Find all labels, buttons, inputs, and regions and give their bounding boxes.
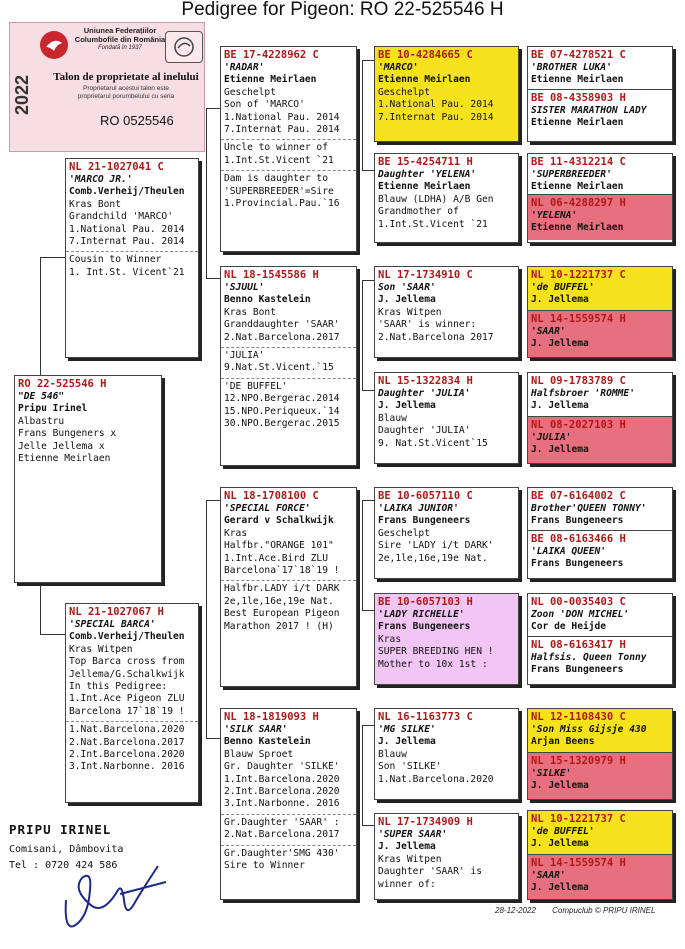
footer-date: 28-12-2022 [495, 906, 536, 915]
pigeon-name: 'SPECIAL BARCA' [69, 619, 156, 630]
connector-line [206, 278, 220, 279]
connector-line [40, 634, 65, 635]
connector-line [206, 500, 220, 501]
breeder: Etienne Meirlaen [224, 74, 317, 86]
page-title: Pedigree for Pigeon: RO 22-525546 H [181, 0, 504, 20]
connector-line [362, 725, 363, 825]
ticket-serial: RO 0525546 [100, 113, 174, 128]
grandsire-paternal-card: BE 17-4228962 C 'RADAR' Etienne Meirlaen Geschelpt Son of 'MARCO' 1.National Pau. 2014 7.Internat Pau. 2014 Uncle to winner of 1.Int.St.Vicent `21 Dam is daughter to 'SUPERBREEDER'=Sire 1.Provincial.Pau.`16 [220, 46, 357, 252]
connector-line [362, 280, 363, 390]
breeder: Benno Kastelein [224, 736, 311, 748]
signature-icon [62, 860, 182, 939]
grandsire-maternal-card: NL 18-1708100 C 'SPECIAL FORCE' Gerard v Schalkwijk Kras Halfbr."ORANGE 101" 1.Int.Ace.Bird ZLU Barcelona`17`18`19 ! Halfbr.LADY i/t DARK 2e,1le,16e,19e Nat. Best European Pigeon Marathon 2017 ! (H) [220, 487, 357, 687]
connector-line [206, 108, 220, 109]
footer-software: Compuclub © PRIPU IRINEL [552, 906, 656, 915]
pigeon-crest-logo-icon [165, 31, 203, 63]
great-grandparent-card: NL 16-1163773 C 'MG SILKE' J. Jellema Blauw Son 'SILKE' 1.Nat.Barcelona.2020 [374, 708, 519, 800]
ring-ownership-ticket [9, 22, 205, 152]
pigeon-name: 'SJUUL' [224, 282, 265, 293]
gggp-pair-card: NL 10-1221737 C 'de BUFFEL' J. Jellema NL 14-1559574 H 'SAAR' J. Jellema [527, 810, 673, 900]
breeder: Gerard v Schalkwijk [224, 515, 334, 527]
sire-card: NL 21-1027041 C 'MARCO JR.' Comb.Verheij/Theulen Kras Bont Grandchild 'MARCO' 1.National Pau. 2014 7.Internat Pau. 2014 Cousin to Winner 1. Int.St. Vicent`21 [65, 158, 199, 358]
granddam-paternal-card: NL 18-1545586 H 'SJUUL' Benno Kastelein Kras Bont Granddaughter 'SAAR' 2.Nat.Barcelona.2017 'JULIA' 9.Nat.St.Vicent.`15 'DE BUFFEL' 12.NPO.Bergerac.2014 15.NPO.Periqueux.`14 30.NPO.Bergerac.2015 [220, 266, 357, 466]
owner-phone: Tel : 0720 424 586 [9, 860, 118, 871]
owner-address: Comisani, Dâmbovita [9, 844, 124, 855]
connector-line [206, 738, 220, 739]
dam-card: NL 21-1027067 H 'SPECIAL BARCA' Comb.Verheij/Theulen Kras Witpen Top Barca cross from Jellema/G.Schalkwijk In this Pedigree: 1.Int.Ace Pigeon ZLU Barcelona 17`18`19 ! 1.Nat.Barcelona.2020 2.Nat.Barcelona.2017 2.Int.Barcelona.2020 3.Int.Narbonne. 2016 [65, 603, 199, 803]
ring-number: NL 18-1708100 C [224, 490, 319, 502]
breeder: Pripu Irinel [18, 403, 88, 415]
ticket-org: Uniunea Federațiilor Columbofile din România Fondată în 1937 [74, 26, 166, 51]
great-grandparent-card: BE 10-6057103 H 'LADY RICHELLE' Frans Bungeneers Kras SUPER BREEDING HEN ! Mother to 10x 1st : [374, 593, 519, 685]
pigeon-name: 'SPECIAL FORCE' [224, 503, 311, 514]
great-grandparent-card: NL 17-1734910 C Son 'SAAR' J. Jellema Kras Witpen 'SAAR' is winner: 2.Nat.Barcelona 2017 [374, 266, 519, 358]
ticket-heading: Talon de proprietate al inelului [53, 71, 199, 83]
breeder: Comb.Verheij/Theulen [69, 186, 185, 198]
federation-dove-logo-icon [40, 31, 68, 59]
connector-line [362, 60, 374, 61]
pigeon-name: 'MARCO JR.' [69, 174, 133, 185]
connector-line [206, 108, 207, 278]
breeder: Comb.Verheij/Theulen [69, 631, 185, 643]
ring-number: RO 22-525546 H [18, 378, 107, 390]
ring-number: NL 21-1027067 H [69, 606, 164, 618]
gggp-pair-card: BE 11-4312214 C 'SUPERBREEDER' Etienne Meirlaen NL 06-4288297 H 'YELENA' Etienne Meirlaen [527, 153, 673, 243]
great-grandparent-card: NL 15-1322834 H Daughter 'JULIA' J. Jellema Blauw Daughter 'JULIA' 9. Nat.St.Vicent`15 [374, 372, 519, 464]
ring-number: NL 18-1545586 H [224, 269, 319, 281]
subject-pigeon-card: RO 22-525546 H "DE 546" Pripu Irinel Albastru Frans Bungeners x Jelle Jellema x Etienne Meirlaen [14, 375, 162, 583]
great-grandparent-card: BE 10-4284665 C 'MARCO' Etienne Meirlaen Geschelpt 1.National Pau. 2014 7.Internat Pau. 2014 [374, 46, 519, 142]
breeder: Benno Kastelein [224, 294, 311, 306]
gggp-pair-card: NL 10-1221737 C 'de BUFFEL' J. Jellema NL 14-1559574 H 'SAAR' J. Jellema [527, 266, 673, 358]
connector-line [362, 390, 374, 391]
connector-line [40, 257, 41, 375]
gggp-pair-card: BE 07-4278521 C 'BROTHER LUKA' Etienne Meirlaen BE 08-4358903 H SISTER MARATHON LADY Etienne Meirlaen [527, 46, 673, 142]
gggp-pair-card: NL 12-1108430 C 'Son Miss Gijsje 430 Arjan Beens NL 15-1320979 H 'SILKE' J. Jellema [527, 708, 673, 800]
gggp-pair-card: BE 07-6164002 C Brother'QUEEN TONNY' Frans Bungeneers BE 08-6163466 H 'LAIKA QUEEN' Frans Bungeneers [527, 487, 673, 579]
connector-line [206, 500, 207, 738]
pigeon-name: 'RADAR' [224, 62, 265, 73]
gggp-pair-card: NL 00-0035403 C Zoon 'DON MICHEL' Cor de Heijde NL 08-6163417 H Halfsis. Queen Tonny Frans Bungeneers [527, 593, 673, 685]
pigeon-name: "DE 546" [18, 391, 65, 402]
connector-line [362, 500, 363, 610]
ticket-subtitle: Proprietarul acestui talon este proprietarul porumbelului cu seria [77, 85, 175, 100]
gggp-pair-card: NL 09-1783789 C Halfsbroer 'ROMME' J. Jellema NL 08-2027103 H 'JULIA' J. Jellema [527, 372, 673, 464]
ring-number: NL 21-1027041 C [69, 161, 164, 173]
connector-line [362, 825, 374, 826]
footer [495, 906, 669, 915]
owner-name: PRIPU IRINEL [9, 822, 112, 837]
granddam-maternal-card: NL 18-1819093 H 'SILK SAAR' Benno Kastelein Blauw Sproet Gr. Daughter 'SILKE' 1.Int.Barcelona.2020 2.Int.Barcelona.2020 3.Int.Narbonne. 2016 Gr.Daughter 'SAAR' : 2.Nat.Barcelona.2017 Gr.Daughter'SMG 430' Sire to Winner [220, 708, 357, 900]
great-grandparent-card: NL 17-1734909 H 'SUPER SAAR' J. Jellema Kras Witpen Daughter 'SAAR' is winner of: [374, 813, 519, 900]
connector-line [362, 280, 374, 281]
connector-line [362, 725, 374, 726]
pigeon-name: 'SILK SAAR' [224, 724, 288, 735]
connector-line [40, 257, 65, 258]
great-grandparent-card: BE 10-6057110 C 'LAIKA JUNIOR' Frans Bungeneers Geschelpt Sire 'LADY i/t DARK' 2e,1le,16e,19e Nat. [374, 487, 519, 579]
ring-number: NL 18-1819093 H [224, 711, 319, 723]
ring-number: BE 17-4228962 C [224, 49, 319, 61]
connector-line [362, 170, 374, 171]
connector-line [362, 500, 374, 501]
great-grandparent-card: BE 15-4254711 H Daughter 'YELENA' Etienne Meirlaen Blauw (LDHA) A/B Gen Grandmother of 1.Int.St.Vicent `21 [374, 153, 519, 243]
connector-line [362, 610, 374, 611]
connector-line [362, 60, 363, 170]
ticket-year: 2022 [12, 75, 32, 116]
